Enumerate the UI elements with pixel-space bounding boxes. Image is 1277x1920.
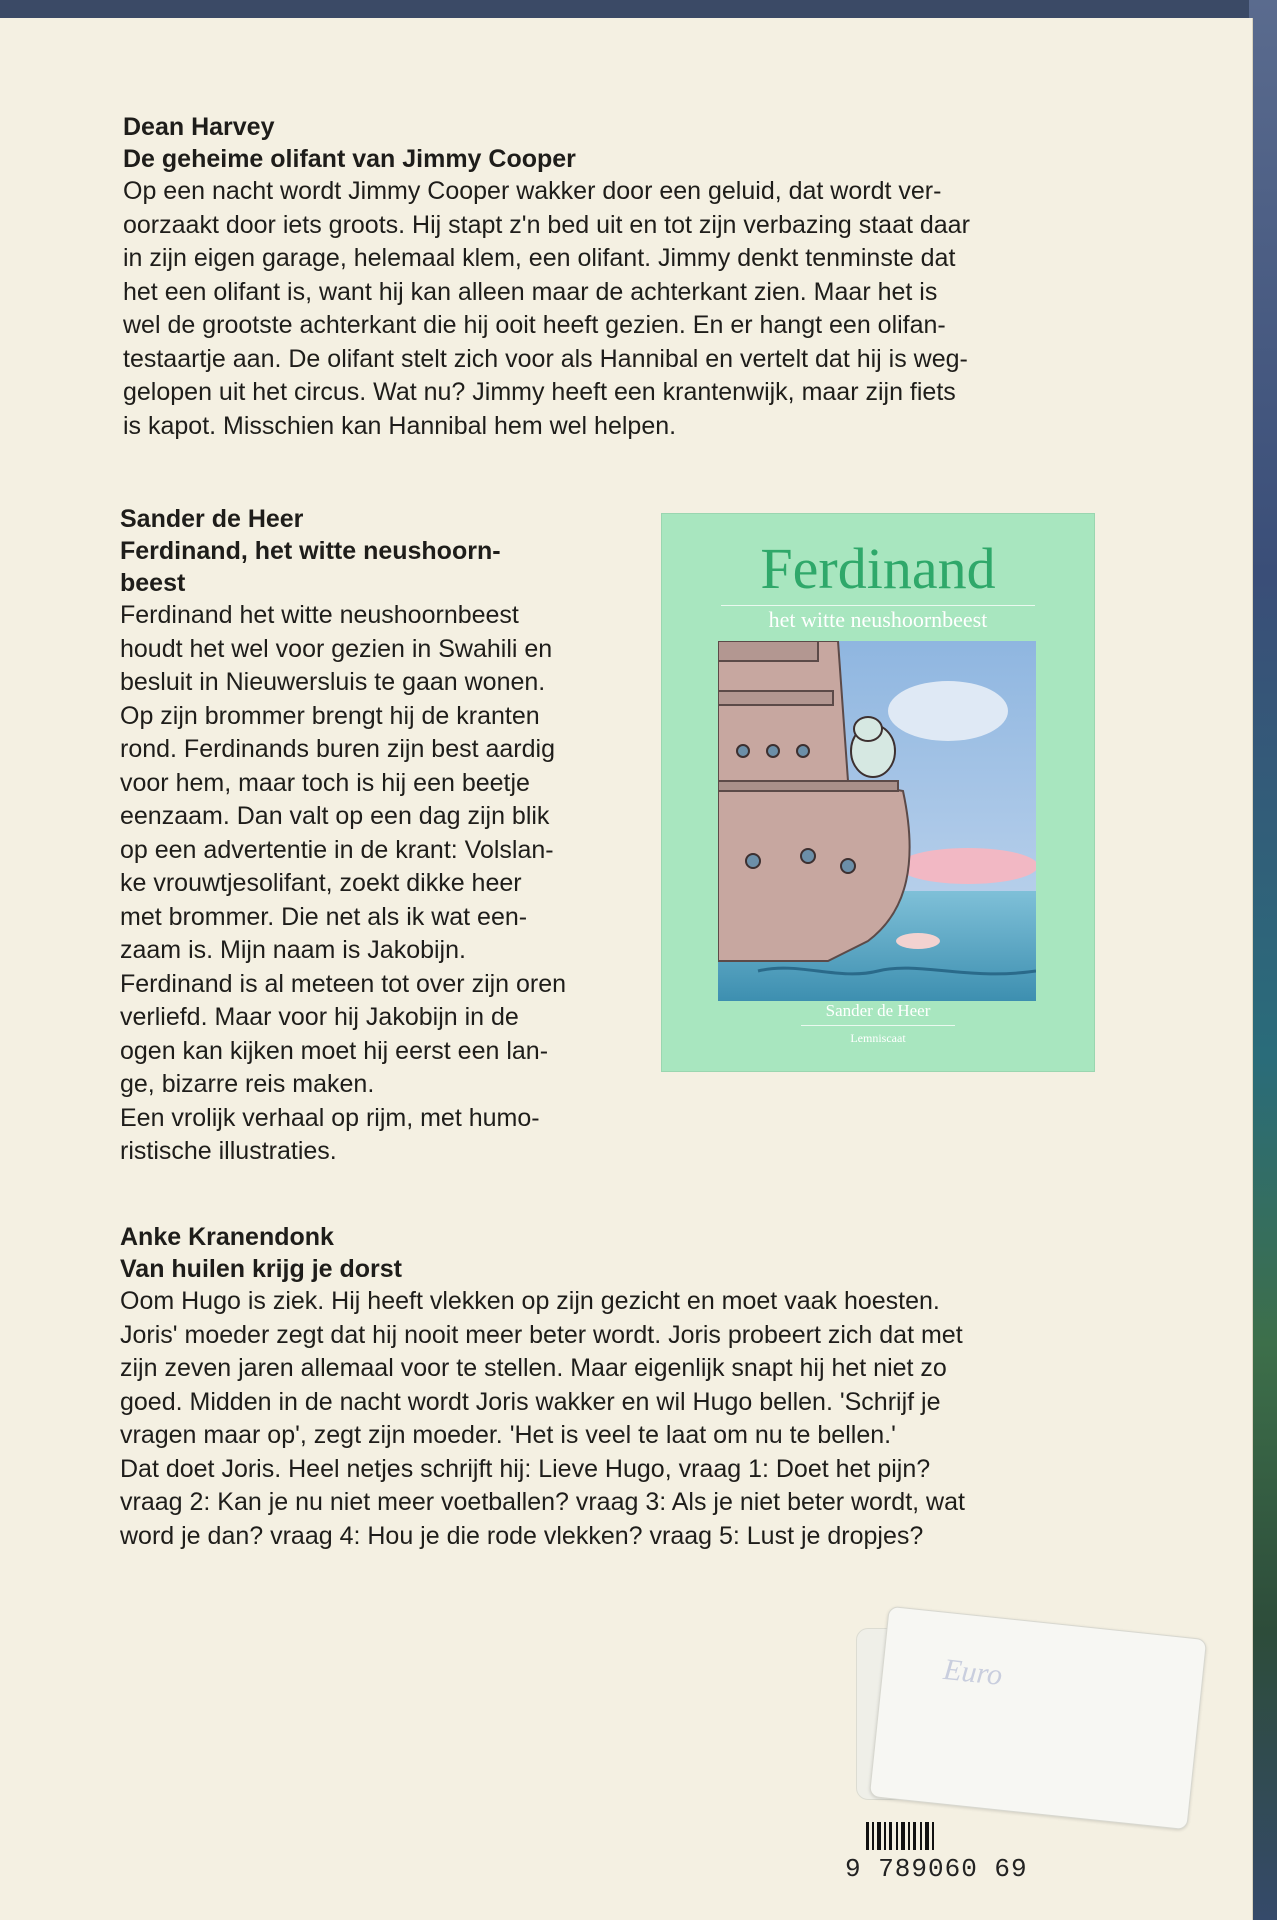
text-line: op een advertentie in de krant: Volslan- <box>120 835 554 864</box>
text-line: vragen maar op', zegt zijn moeder. 'Het is veel te laat om nu te bellen.' <box>120 1421 896 1449</box>
book-blurb-2 <box>120 503 628 1169</box>
cover-title: Ferdinand <box>760 536 996 601</box>
text-line: ristische illustraties. <box>120 1137 337 1165</box>
book-1-description <box>123 175 1103 443</box>
text-line: ke vrouwtjesolifant, zoekt dikke heer <box>120 869 522 897</box>
text-line: word je dan? vraag 4: Hou je die rode vlekken? vraag 5: Lust je dropjes? <box>120 1521 924 1550</box>
title-line: beest <box>120 569 186 597</box>
sticker-text: Euro <box>941 1652 1004 1692</box>
text-line: Een vrolijk verhaal op rijm, met humo- <box>120 1103 540 1132</box>
cover-publisher: Lemniscaat <box>850 1031 906 1045</box>
text-line: met brommer. Die net als ik wat een- <box>120 902 528 931</box>
text-line: zaam is. Mijn naam is Jakobijn. <box>120 936 466 964</box>
ferdinand-cover-image <box>661 513 1095 1072</box>
text-line: ogen kan kijken moet hij eerst een lan- <box>120 1036 549 1065</box>
text-line: voor hem, maar toch is hij een beetje <box>120 768 530 797</box>
text-line: goed. Midden in de nacht wordt Joris wakker en wil Hugo bellen. 'Schrijf je <box>120 1387 941 1416</box>
text-line: ge, bizarre reis maken. <box>120 1070 375 1098</box>
book-2-author: Sander de Heer <box>120 505 304 533</box>
text-line: besluit in Nieuwersluis te gaan wonen. <box>120 668 546 696</box>
book-1-author: Dean Harvey <box>123 113 275 141</box>
text-line: Dat doet Joris. Heel netjes schrijft hij: Lieve Hugo, vraag 1: Doet het pijn? <box>120 1454 931 1483</box>
text-line: het een olifant is, want hij kan alleen maar de achterkant zien. Maar het is <box>123 277 938 306</box>
cover-divider <box>721 605 1035 606</box>
text-line: in zijn eigen garage, helemaal klem, een olifant. Jimmy denkt tenminste dat <box>123 244 956 272</box>
text-line: Ferdinand het witte neushoornbeest <box>120 601 519 629</box>
text-line: Op zijn brommer brengt hij de kranten <box>120 701 540 730</box>
text-line: Ferdinand is al meteen tot over zijn oren <box>120 969 567 998</box>
cover-author: Sander de Heer <box>825 1001 931 1020</box>
text-line: verliefd. Maar voor hij Jakobijn in de <box>120 1003 519 1031</box>
adjacent-book-spine <box>1249 0 1277 1920</box>
book-2-description <box>120 599 628 1169</box>
book-blurb-1 <box>123 111 1103 443</box>
text-line: Oom Hugo is ziek. Hij heeft vlekken op zijn gezicht en moet vaak hoesten. <box>120 1287 940 1315</box>
book-3-description <box>120 1285 1095 1553</box>
text-line: houdt het wel voor gezien in Swahili en <box>120 634 553 663</box>
text-line: vraag 2: Kan je nu niet meer voetballen? vraag 3: Als je niet beter wordt, wat <box>120 1488 965 1516</box>
price-sticker <box>869 1606 1207 1830</box>
book-3-title: Van huilen krijg je dorst <box>120 1255 403 1283</box>
text-line: zijn zeven jaren allemaal voor te stellen. Maar eigenlijk snapt hij het niet zo <box>120 1354 947 1382</box>
title-line: Ferdinand, het witte neushoorn- <box>120 537 501 565</box>
text-line: gelopen uit het circus. Wat nu? Jimmy heeft een krantenwijk, maar zijn fiets <box>123 378 956 406</box>
text-line: Op een nacht wordt Jimmy Cooper wakker door een geluid, dat wordt ver- <box>123 177 942 205</box>
text-line: eenzaam. Dan valt op een dag zijn blik <box>120 802 550 830</box>
text-line: wel de grootste achterkant die hij ooit heeft gezien. En er hangt een olifan- <box>123 311 946 339</box>
cover-divider <box>801 1025 955 1026</box>
text-line: testaartje aan. De olifant stelt zich voor als Hannibal en vertelt dat hij is weg- <box>123 344 968 373</box>
book-2-title <box>120 535 628 599</box>
book-blurb-3 <box>120 1221 1095 1553</box>
book-3-author: Anke Kranendonk <box>120 1223 334 1251</box>
book-1-title: De geheime olifant van Jimmy Cooper <box>123 145 576 173</box>
text-line: Joris' moeder zegt dat hij nooit meer beter wordt. Joris probeert zich dat met <box>120 1320 963 1349</box>
isbn-number: 9 789060 69 <box>845 1854 1028 1884</box>
cover-subtitle: het witte neushoornbeest <box>768 607 988 632</box>
text-line: rond. Ferdinands buren zijn best aardig <box>120 735 555 763</box>
text-line: oorzaakt door iets groots. Hij stapt z'n bed uit en tot zijn verbazing staat daar <box>123 210 970 239</box>
text-line: is kapot. Misschien kan Hannibal hem wel helpen. <box>123 411 677 440</box>
ship-illustration <box>718 641 1036 1001</box>
barcode-icon <box>866 1822 1036 1850</box>
